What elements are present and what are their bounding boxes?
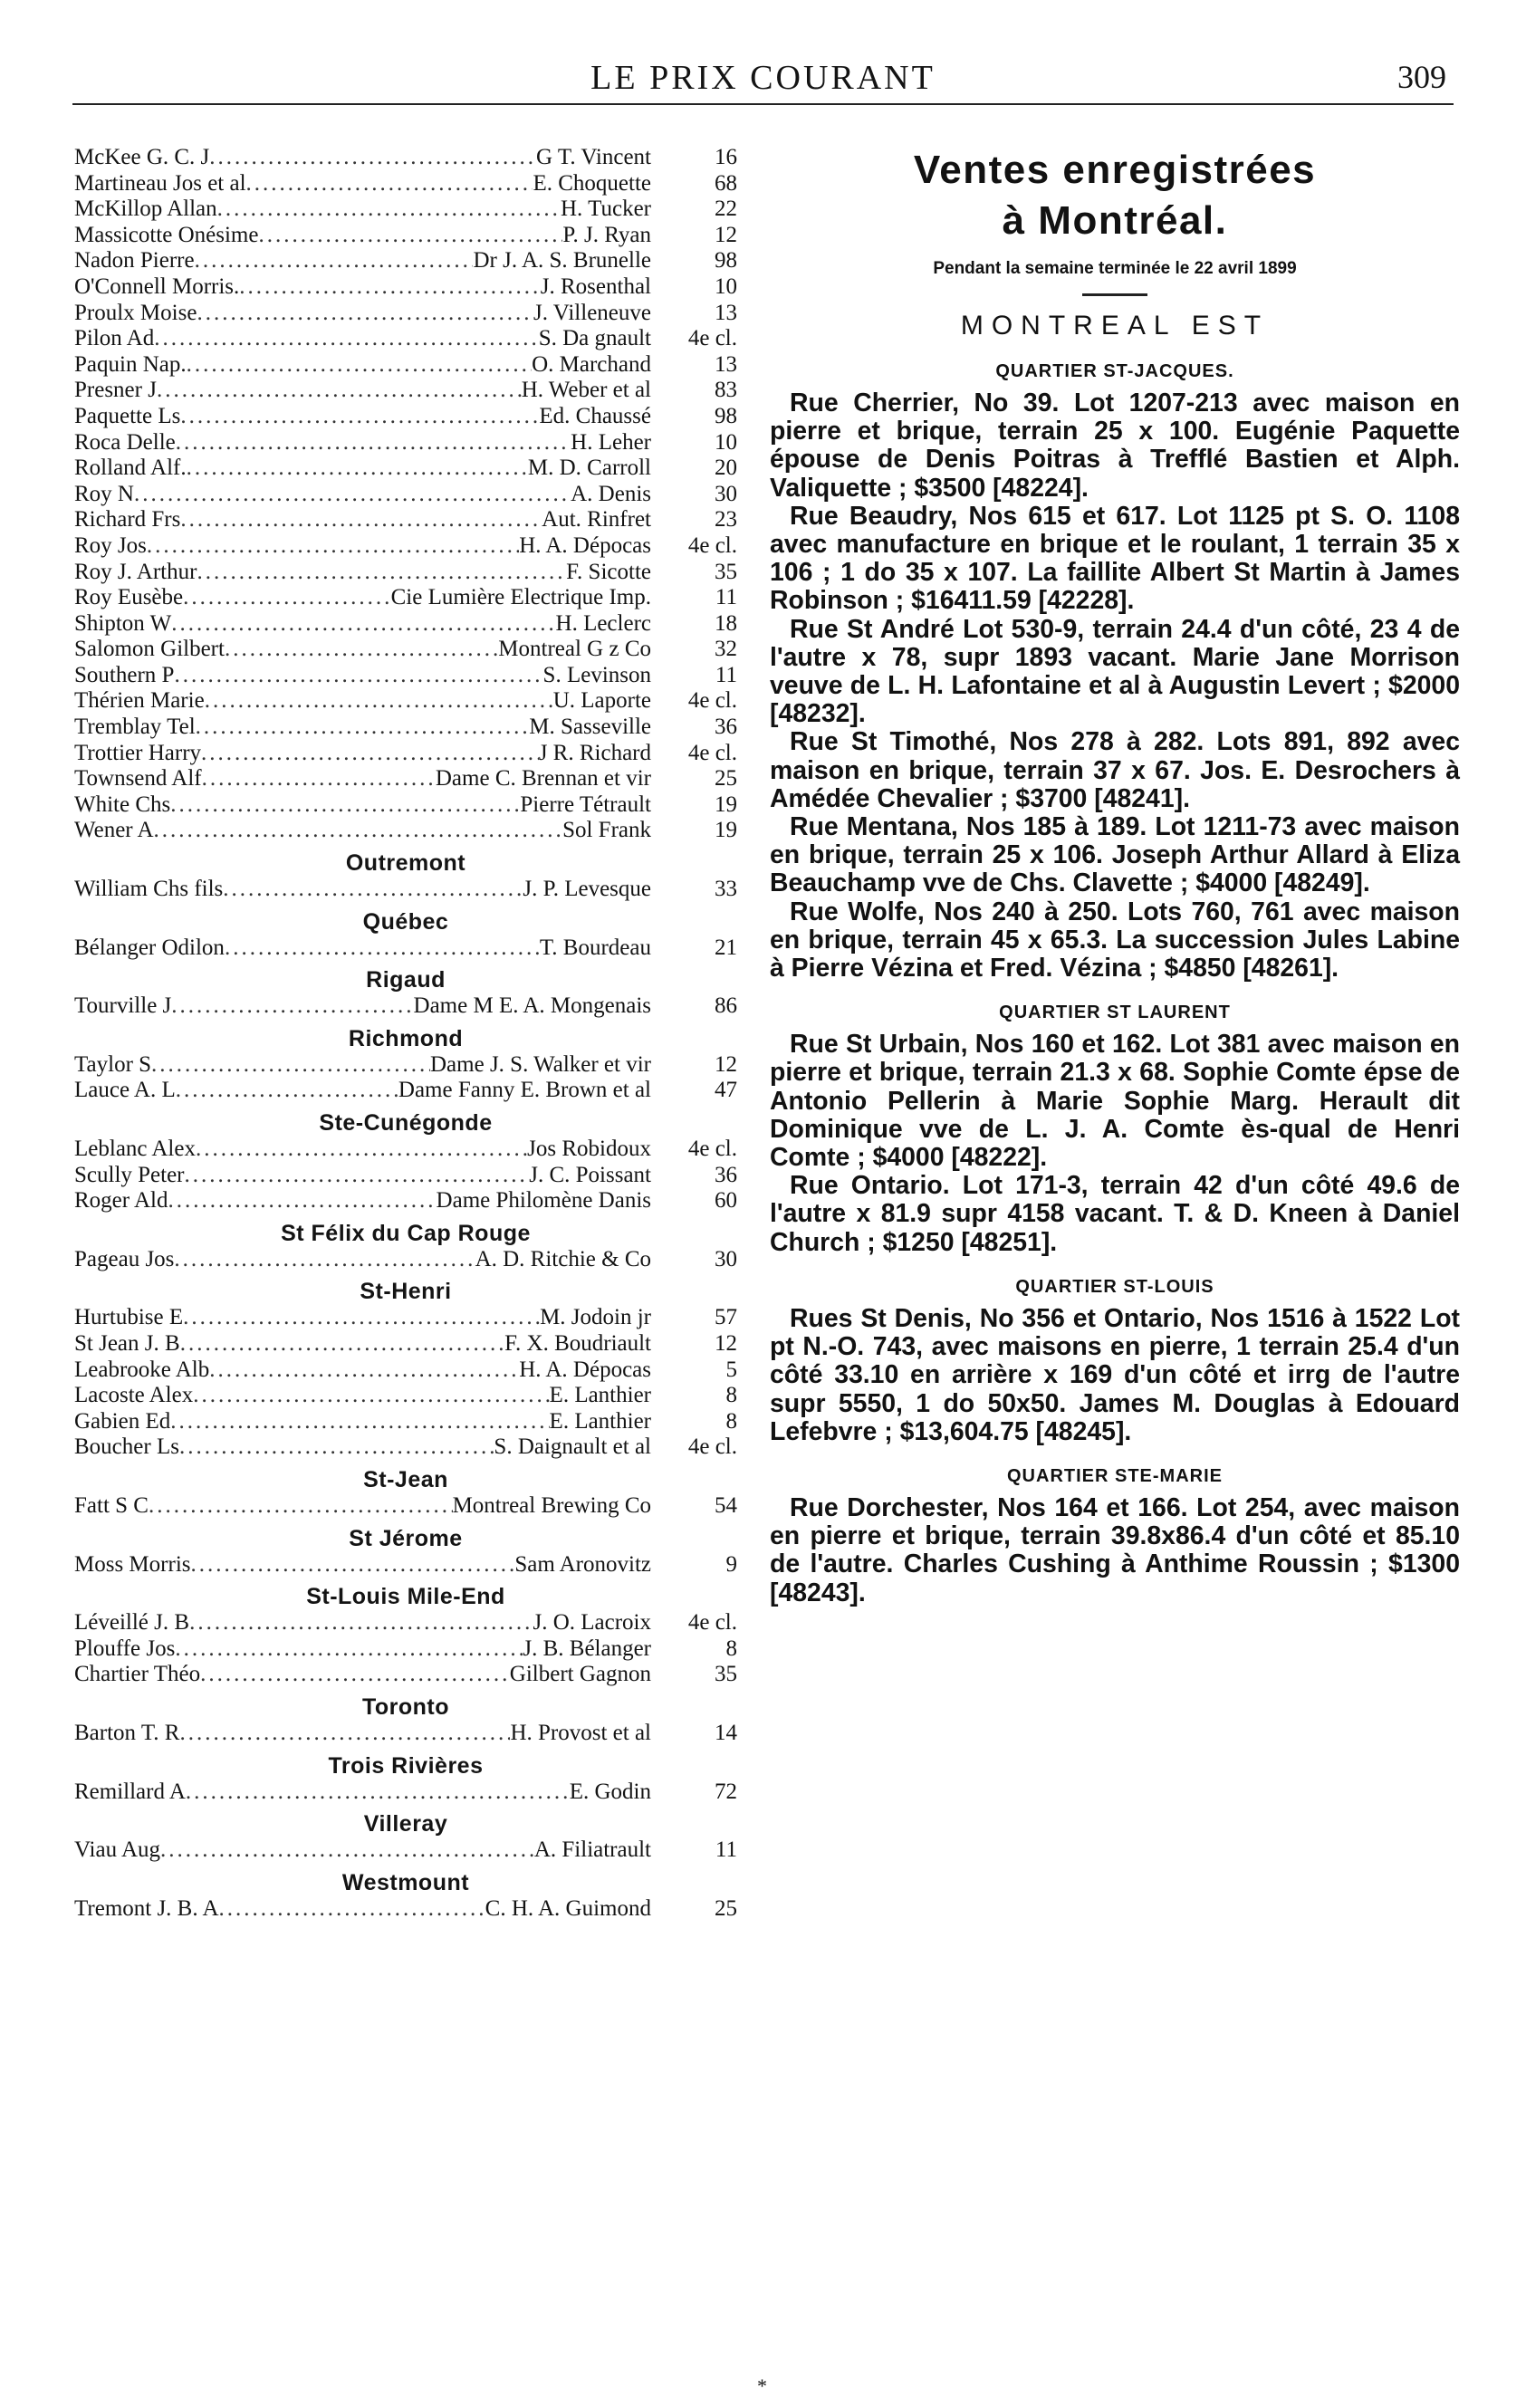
value: 9 (725, 1551, 737, 1577)
transaction-row (74, 1357, 737, 1384)
party-name: Paquin Nap. (74, 351, 187, 377)
section-title (770, 145, 1460, 246)
value: 8 (725, 1636, 737, 1661)
counterparty-name: S. Daignault et al (494, 1434, 651, 1460)
dot-leader (189, 1610, 533, 1636)
party-name: Presner J (74, 378, 157, 403)
party-name: Tourville J (74, 993, 172, 1019)
party-name: St Jean J. B (74, 1330, 180, 1356)
dot-leader (217, 197, 561, 222)
value: 4e cl. (687, 740, 737, 765)
counterparty-name: M. Sasseville (529, 715, 651, 740)
value: 16 (715, 145, 737, 169)
transaction-row (74, 663, 737, 689)
value: 4e cl. (687, 1137, 737, 1161)
counterparty-name: Sam Aronovitz (514, 1551, 651, 1577)
dot-leader (200, 1662, 510, 1687)
value: 86 (715, 993, 737, 1019)
party-name: McKillop Allan (74, 197, 217, 222)
journal-title: LE PRIX COURANT (590, 59, 936, 97)
dot-leader (170, 792, 520, 818)
counterparty-name: H. Weber et al (521, 378, 651, 403)
value: 4e cl. (687, 688, 737, 714)
dot-leader (205, 688, 553, 714)
counterparty-name: F. Sicotte (566, 559, 651, 584)
transaction-row (74, 1409, 737, 1435)
dot-leader (183, 585, 390, 610)
quarter-heading: QUARTIER STE-MARIE (1007, 1465, 1223, 1486)
counterparty-name: M. D. Carroll (527, 456, 651, 481)
location-heading: Trois Rivières (328, 1752, 484, 1779)
party-name: Roy Jos (74, 532, 147, 558)
value: 12 (715, 222, 737, 247)
transaction-row (74, 456, 737, 482)
party-name: Leabrooke Alb (74, 1357, 210, 1382)
quarter-sections (770, 361, 1460, 1607)
value: 98 (715, 403, 737, 428)
transaction-row (74, 482, 737, 508)
counterparty-name: H. A. Dépocas (519, 532, 651, 558)
transaction-row (74, 993, 737, 1020)
party-name: McKee G. C. J (74, 145, 210, 169)
sale-record: Rue Mentana, Nos 185 à 189. Lot 1211-73 avec maison en brique, terrain 25 x 106. Joseph Arthur Allard à Eliza Beauchamp vve de Chs. Clavette ; $4000 [48249]. (770, 812, 1460, 898)
counterparty-name: Jos Robidoux (527, 1137, 651, 1161)
party-name: Rolland Alf. (74, 456, 187, 481)
party-name: Bélanger Odilon (74, 935, 225, 960)
location-heading: St-Henri (360, 1279, 452, 1305)
counterparty-name: Montreal Brewing Co (452, 1492, 651, 1518)
counterparty-name: Dr J. A. S. Brunelle (473, 248, 651, 273)
party-name: Barton T. R (74, 1720, 180, 1745)
counterparty-name: Dame C. Brennan et vir (435, 766, 651, 791)
party-name: Shipton W (74, 610, 172, 636)
counterparty-name: T. Bourdeau (539, 935, 651, 960)
transaction-row (74, 1662, 737, 1688)
dot-leader (134, 482, 571, 507)
transaction-row (74, 1493, 737, 1520)
transaction-row (74, 935, 737, 962)
party-name: Salomon Gilbert (74, 637, 225, 662)
dot-leader (185, 1163, 530, 1188)
party-name: Trottier Harry (74, 740, 202, 765)
dot-leader (187, 456, 528, 481)
transaction-row (74, 404, 737, 430)
value: 8 (725, 1383, 737, 1408)
party-name: Moss Morris (74, 1551, 191, 1577)
value: 14 (715, 1720, 737, 1745)
transactions-list (74, 145, 737, 2318)
location-heading: Villeray (363, 1811, 448, 1837)
dot-leader (239, 274, 541, 300)
dot-leader (225, 935, 540, 961)
counterparty-name: P. J. Ryan (562, 222, 651, 247)
value: 83 (715, 378, 737, 403)
dot-leader (176, 430, 571, 456)
counterparty-name: M. Jodoin jr (540, 1305, 651, 1330)
value: 4e cl. (687, 532, 737, 558)
divider (1082, 293, 1147, 296)
party-name: Proulx Moise (74, 300, 197, 325)
dot-leader (193, 1383, 549, 1408)
party-name: Roger Ald (74, 1188, 168, 1214)
sale-record: Rue St André Lot 530-9, terrain 24.4 d'un côté, 23 4 de l'autre x 78, supr 1893 vacant. Marie Jane Morrison veuve de L. H. Lafontaine et al à Augustin Levert ; $2000 [48232]. (770, 614, 1460, 729)
transaction-row (74, 301, 737, 327)
value: 22 (715, 197, 737, 222)
value: 30 (715, 481, 737, 506)
dot-leader (160, 1837, 534, 1863)
dot-leader (223, 877, 523, 902)
transaction-row (74, 223, 737, 249)
party-name: Leblanc Alex (74, 1137, 196, 1161)
party-name: Roca Delle (74, 429, 176, 455)
party-name: Pilon Ad (74, 326, 155, 351)
value: 4e cl. (687, 1610, 737, 1636)
sale-record: Rue St Urbain, Nos 160 et 162. Lot 381 avec maison en pierre et brique, terrain 21.3 x 68. Sophie Comte épse de Antonio Pellerin à Marie Sophie Marg. Herault dit Dominique vve de L. J. A. Comte ès-qual de Henri Comte ; $4000 [48222]. (770, 1030, 1460, 1173)
value: 4e cl. (687, 326, 737, 351)
counterparty-name: F. X. Boudriault (504, 1330, 651, 1356)
value: 13 (715, 351, 737, 377)
region-heading: MONTREAL EST (960, 311, 1270, 341)
location-heading: St-Jean (363, 1466, 448, 1492)
transaction-row (74, 688, 737, 715)
party-name: Wener A (74, 818, 154, 843)
transaction-row (74, 378, 737, 404)
dot-leader (151, 1052, 430, 1078)
dot-leader (176, 1078, 398, 1103)
section-subtitle: Pendant la semaine terminée le 22 avril 1899 (933, 259, 1297, 278)
counterparty-name: H. A. Dépocas (519, 1357, 651, 1382)
dot-leader (170, 1409, 549, 1434)
value: 68 (715, 170, 737, 196)
transaction-row (74, 507, 737, 533)
dot-leader (175, 1636, 523, 1662)
counterparty-name: A. D. Ritchie & Co (475, 1246, 651, 1271)
counterparty-name: Cie Lumière Electrique Imp. (390, 585, 651, 610)
dot-leader (201, 741, 539, 766)
party-name: White Chs (74, 791, 171, 817)
sales-registry (770, 145, 1460, 2318)
transaction-row (74, 1780, 737, 1806)
counterparty-name: H. Leclerc (555, 610, 651, 636)
dot-leader (195, 248, 474, 273)
transaction-row (74, 741, 737, 767)
value: 11 (715, 662, 737, 687)
transaction-row (74, 430, 737, 456)
party-name: Southern P (74, 662, 175, 687)
dot-leader (187, 352, 532, 378)
location-heading: Rigaud (366, 967, 446, 993)
counterparty-name: J R. Richard (538, 740, 651, 765)
dot-leader (171, 611, 555, 637)
value: 11 (715, 585, 737, 610)
transaction-row (74, 715, 737, 741)
location-heading: Westmount (341, 1869, 470, 1895)
sale-record: Rues St Denis, No 356 et Ontario, Nos 1516 à 1522 Lot pt N.-O. 743, avec maisons en pierre, 1 terrain 25.4 d'un côté 33.10 en arrière x 169 d'un côté et irrg de l'autre supr 5550, 1 do 50x50. James M. Douglas à Edouard Lefebvre ; $13,604.75 [48245]. (770, 1303, 1460, 1446)
dot-leader (174, 1247, 475, 1272)
counterparty-name: Pierre Tétrault (520, 791, 651, 817)
party-name: Tremont J. B. A (74, 1895, 219, 1921)
counterparty-name: A. Filiatrault (533, 1837, 651, 1863)
dot-leader (154, 818, 563, 843)
value: 32 (715, 637, 737, 662)
dot-leader (196, 715, 530, 740)
value: 57 (715, 1305, 737, 1330)
dot-leader (209, 1357, 519, 1383)
party-name: Lacoste Alex (74, 1383, 194, 1408)
dot-leader (149, 1493, 453, 1519)
party-name: Viau Aug (74, 1837, 161, 1863)
party-name: Martineau Jos et al (74, 170, 246, 196)
party-name: Lauce A. L (74, 1078, 176, 1103)
sale-record: Rue Ontario. Lot 171-3, terrain 42 d'un côté 49.6 de l'autre x 81.9 supr 4158 vacant. T. & D. Kneen à Daniel Church ; $1250 [48251]. (770, 1171, 1460, 1257)
transaction-row (74, 1137, 737, 1163)
value: 36 (715, 715, 737, 740)
counterparty-name: S. Da gnault (538, 326, 651, 351)
counterparty-name: G T. Vincent (536, 145, 651, 169)
dot-leader (183, 1305, 540, 1330)
counterparty-name: O. Marchand (532, 351, 651, 377)
location-heading: St Jérome (349, 1525, 463, 1551)
value: 20 (715, 456, 737, 481)
value: 18 (715, 610, 737, 636)
counterparty-name: E. Lanthier (549, 1383, 651, 1408)
value: 36 (715, 1162, 737, 1187)
party-name: Townsend Alf (74, 766, 202, 791)
transaction-row (74, 197, 737, 223)
transaction-row (74, 1188, 737, 1214)
party-name: Hurtubise E (74, 1305, 184, 1330)
counterparty-name: J. C. Poissant (529, 1162, 651, 1187)
party-name: Roy N (74, 481, 134, 506)
location-heading: St Félix du Cap Rouge (281, 1220, 531, 1246)
footer-mark: * (757, 2374, 767, 2397)
transaction-row (74, 818, 737, 844)
counterparty-name: C. H. A. Guimond (485, 1895, 651, 1921)
value: 21 (715, 935, 737, 960)
transaction-row (74, 1837, 737, 1864)
counterparty-name: Gilbert Gagnon (509, 1662, 651, 1687)
transaction-row (74, 1163, 737, 1189)
counterparty-name: Dame M E. A. Mongenais (413, 993, 651, 1019)
value: 12 (715, 1051, 737, 1077)
transaction-row (74, 611, 737, 638)
dot-leader (157, 378, 522, 403)
location-heading: Ste-Cunégonde (319, 1110, 493, 1136)
counterparty-name: H. Tucker (560, 197, 651, 222)
value: 4e cl. (687, 1434, 737, 1460)
location-heading: Québec (362, 908, 449, 935)
dot-leader (246, 171, 533, 197)
value: 54 (715, 1492, 737, 1518)
party-name: Roy Eusèbe (74, 585, 184, 610)
value: 30 (715, 1246, 737, 1271)
counterparty-name: J. P. Levesque (523, 877, 651, 902)
dot-leader (209, 145, 536, 170)
party-name: Taylor S (74, 1051, 152, 1077)
transaction-row (74, 1896, 737, 1923)
transaction-row (74, 792, 737, 819)
dot-leader (225, 637, 498, 662)
counterparty-name: J. B. Bélanger (523, 1636, 651, 1661)
party-name: Boucher Ls (74, 1434, 179, 1460)
counterparty-name: Dame Philomène Danis (436, 1188, 651, 1214)
dot-leader (191, 1552, 515, 1578)
counterparty-name: E. Lanthier (549, 1408, 651, 1434)
counterparty-name: E. Godin (569, 1779, 651, 1804)
counterparty-name: S. Levinson (542, 662, 651, 687)
transaction-row (74, 1434, 737, 1461)
party-name: Massicotte Onésime (74, 222, 259, 247)
dot-leader (196, 1137, 527, 1162)
counterparty-name: J. Rosenthal (540, 273, 651, 299)
counterparty-name: Dame J. S. Walker et vir (430, 1051, 651, 1077)
location-heading: Richmond (348, 1025, 464, 1051)
value: 72 (715, 1779, 737, 1804)
party-name: Richard Frs (74, 507, 181, 532)
party-name: Fatt S C (74, 1492, 149, 1518)
counterparty-name: U. Laporte (552, 688, 651, 714)
dot-leader (180, 507, 542, 532)
transaction-row (74, 326, 737, 352)
transaction-row (74, 560, 737, 586)
party-name: Chartier Théo (74, 1662, 201, 1687)
counterparty-name: H. Provost et al (510, 1720, 651, 1745)
party-name: Roy J. Arthur (74, 559, 197, 584)
transaction-row (74, 877, 737, 903)
dot-leader (186, 1780, 570, 1805)
transaction-row (74, 171, 737, 197)
sale-record: Rue Wolfe, Nos 240 à 250. Lots 760, 761 avec maison en brique, terrain 45 x 65.3. La succession Jules Labine à Pierre Vézina et Fred. Vézina ; $4850 [48261]. (770, 897, 1460, 983)
value: 10 (715, 429, 737, 455)
counterparty-name: Aut. Rinfret (542, 507, 651, 532)
party-name: Gabien Ed (74, 1408, 171, 1434)
dot-leader (202, 766, 436, 791)
value: 19 (715, 791, 737, 817)
transaction-row (74, 585, 737, 611)
sale-record: Rue Dorchester, Nos 164 et 166. Lot 254, avec maison en pierre et brique, terrain 39.8x86.4 d'un côté et 85.10 de l'autre. Charles Cushing à Anthime Roussin ; $1300 [48243]. (770, 1492, 1460, 1607)
location-heading: Outremont (345, 850, 466, 877)
page-number: 309 (1397, 59, 1446, 95)
transaction-row (74, 533, 737, 560)
party-name: Tremblay Tel (74, 715, 196, 740)
transaction-row (74, 1552, 737, 1578)
value: 5 (725, 1357, 737, 1382)
counterparty-name: Montreal G z Co (498, 637, 651, 662)
value: 12 (715, 1330, 737, 1356)
sale-record: Rue Beaudry, Nos 615 et 617. Lot 1125 pt S. O. 1108 avec manufacture en brique et le roulant, 1 terrain 35 x 106 ; 1 do 35 x 107. La faillite Albert St Martin à James Robinson ; $16411.59 [42228]. (770, 501, 1460, 616)
sale-record: Rue Cherrier, No 39. Lot 1207-213 avec maison en pierre et brique, terrain 25 x 100. Eugénie Paquette épouse de Denis Poitras à Trefflé Bastien et Alph. Valiquette ; $3500 [48224]. (770, 389, 1460, 503)
dot-leader (179, 1434, 494, 1460)
dot-leader (180, 1331, 504, 1357)
transaction-row (74, 1610, 737, 1636)
party-name: Léveillé J. B (74, 1610, 190, 1636)
dot-leader (168, 1188, 436, 1214)
dot-leader (197, 301, 533, 326)
transaction-row (74, 1636, 737, 1663)
counterparty-name: Dame Fanny E. Brown et al (398, 1078, 651, 1103)
transaction-row (74, 274, 737, 301)
value: 25 (715, 766, 737, 791)
location-heading: Toronto (361, 1693, 450, 1720)
sale-record: Rue St Timothé, Nos 278 à 282. Lots 891, 892 avec maison en brique, terrain 37 x 67. Jos. E. Desrochers à Amédée Chevalier ; $3700 [48241]. (770, 727, 1460, 813)
party-name: Thérien Marie (74, 688, 205, 714)
dot-leader (171, 993, 413, 1019)
value: 11 (715, 1837, 737, 1863)
value: 23 (715, 507, 737, 532)
value: 13 (715, 300, 737, 325)
dot-leader (179, 1721, 510, 1746)
counterparty-name: J. Villeneuve (533, 300, 651, 325)
counterparty-name: Ed. Chaussé (539, 403, 651, 428)
transaction-row (74, 1052, 737, 1079)
party-name: William Chs fils (74, 877, 224, 902)
value: 98 (715, 248, 737, 273)
counterparty-name: H. Leher (571, 429, 651, 455)
transaction-row (74, 766, 737, 792)
location-heading: St-Louis Mile-End (306, 1584, 505, 1610)
party-name: Plouffe Jos (74, 1636, 176, 1661)
transaction-row (74, 1078, 737, 1104)
value: 47 (715, 1078, 737, 1103)
value: 60 (715, 1188, 737, 1214)
value: 35 (715, 1662, 737, 1687)
page-header (72, 53, 1454, 105)
value: 19 (715, 818, 737, 843)
counterparty-name: Sol Frank (562, 818, 651, 843)
counterparty-name: J. O. Lacroix (533, 1610, 651, 1636)
dot-leader (147, 533, 519, 559)
transaction-row (74, 1331, 737, 1357)
transaction-row (74, 637, 737, 663)
transaction-row (74, 1383, 737, 1409)
dot-leader (219, 1896, 485, 1922)
value: 8 (725, 1408, 737, 1434)
quarter-heading: QUARTIER ST-JACQUES. (995, 361, 1234, 381)
party-name: O'Connell Morris. (74, 273, 240, 299)
party-name: Pageau Jos (74, 1246, 175, 1271)
party-name: Nadon Pierre (74, 248, 195, 273)
party-name: Scully Peter (74, 1162, 185, 1187)
transaction-row (74, 1247, 737, 1273)
quarter-heading: QUARTIER ST LAURENT (999, 1003, 1231, 1023)
value: 35 (715, 559, 737, 584)
dot-leader (174, 663, 542, 688)
dot-leader (258, 223, 562, 248)
transaction-row (74, 1721, 737, 1747)
value: 33 (715, 877, 737, 902)
transaction-row (74, 1305, 737, 1331)
dot-leader (197, 560, 566, 585)
transaction-row (74, 248, 737, 274)
section-title-line-1: Ventes enregistrées (913, 148, 1317, 192)
transaction-row (74, 352, 737, 379)
quarter-heading: QUARTIER ST-LOUIS (1015, 1276, 1214, 1297)
dot-leader (180, 404, 539, 429)
section-title-line-2: à Montréal. (1002, 198, 1228, 243)
party-name: Remillard A (74, 1779, 186, 1804)
counterparty-name: E. Choquette (533, 170, 651, 196)
value: 25 (715, 1895, 737, 1921)
value: 10 (715, 273, 737, 299)
transaction-row (74, 145, 737, 171)
dot-leader (154, 326, 538, 351)
party-name: Paquette Ls (74, 403, 181, 428)
counterparty-name: A. Denis (571, 481, 651, 506)
